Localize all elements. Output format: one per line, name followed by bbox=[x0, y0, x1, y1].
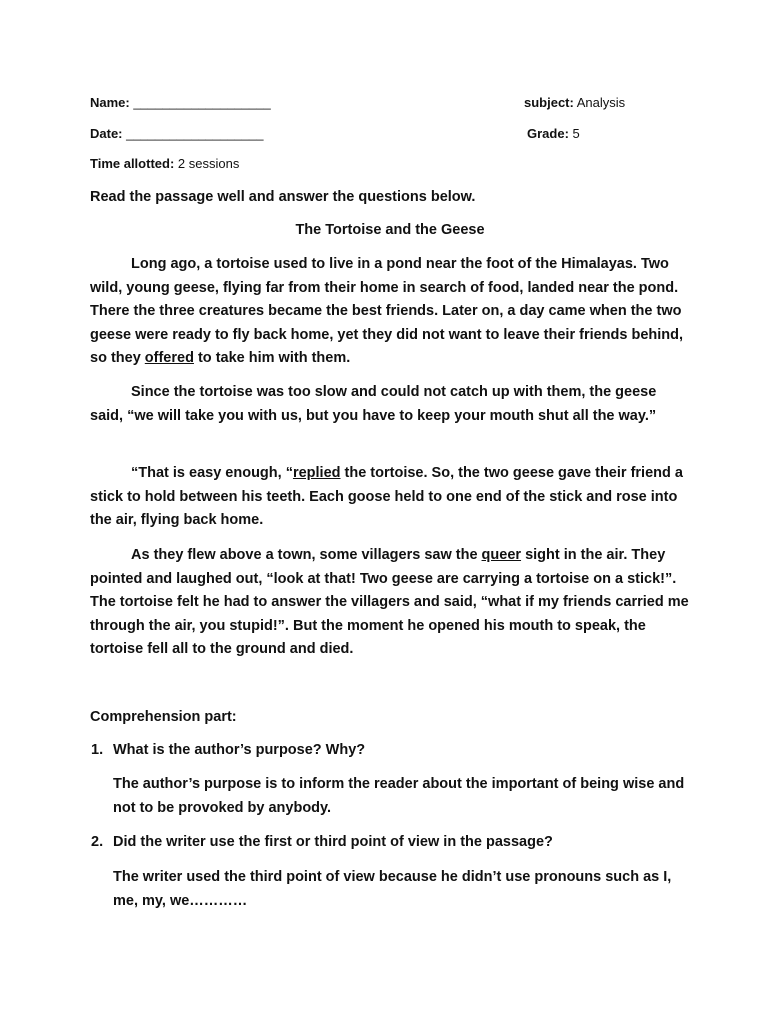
p3-text-before: “That is easy enough, “ bbox=[131, 465, 293, 481]
date-field bbox=[90, 126, 264, 141]
name-field bbox=[90, 95, 271, 110]
passage-paragraph-2 bbox=[90, 381, 690, 428]
p3-text-after: the tortoise. So, the two geese gave their friend a stick to hold between his teeth. Each goose held to one end of the stick and rose into the air, flying back home. bbox=[90, 465, 683, 528]
question-1 bbox=[91, 739, 693, 763]
p1-text-before: Long ago, a tortoise used to live in a pond near the foot of the Himalayas. Two wild, young geese, flying far from their home in search of food, landed near the pond. There the three creatures became the best friends. Later on, a day came when the two geese were ready to fly back home, yet they did not want to leave their friends behind, so they bbox=[90, 256, 684, 366]
time-field bbox=[90, 156, 239, 171]
grade-field bbox=[527, 126, 580, 141]
p2-text: Since the tortoise was too slow and could not catch up with them, the geese said, “we will take you with us, but you have to keep your mouth shut all the way.” bbox=[90, 384, 657, 424]
question-2 bbox=[91, 831, 693, 855]
comprehension-heading: Comprehension part: bbox=[90, 709, 237, 725]
instruction-text: Read the passage well and answer the questions below. bbox=[90, 189, 476, 205]
question-1-text: What is the author’s purpose? Why? bbox=[113, 742, 366, 758]
answer-2: The writer used the third point of view because he didn’t use pronouns such as I, me, my, we………… bbox=[113, 869, 672, 909]
name-blank: ___________________ bbox=[133, 95, 271, 110]
passage-paragraph-4 bbox=[90, 544, 690, 662]
question-1-number: 1. bbox=[91, 742, 104, 758]
vocab-word-offered: offered bbox=[144, 350, 194, 366]
vocab-word-replied: replied bbox=[292, 465, 341, 481]
passage-paragraph-3 bbox=[90, 462, 690, 533]
answer-1: The author’s purpose is to inform the reader about the important of being wise and not to be provoked by anybody. bbox=[113, 776, 685, 816]
p4-text-before: As they flew above a town, some villagers saw the bbox=[131, 547, 482, 563]
question-2-text: Did the writer use the first or third point of view in the passage? bbox=[113, 834, 553, 850]
subject-field bbox=[524, 95, 625, 110]
vocab-word-queer: queer bbox=[481, 547, 522, 563]
passage-paragraph-1 bbox=[90, 253, 690, 371]
time-value: 2 sessions bbox=[177, 156, 240, 171]
grade-value: 5 bbox=[572, 126, 580, 141]
p1-text-after: to take him with them. bbox=[193, 350, 351, 366]
subject-label: subject: bbox=[524, 95, 574, 110]
question-2-number: 2. bbox=[91, 834, 104, 850]
date-blank: ___________________ bbox=[126, 126, 264, 141]
passage-title: The Tortoise and the Geese bbox=[295, 222, 485, 238]
name-label: Name: bbox=[90, 95, 130, 110]
p4-text-after: sight in the air. They pointed and laughed out, “look at that! Two geese are carrying a tortoise on a stick!”. The tortoise felt he had to answer the villagers and said, “what if my friends carried me through the air, you stupid!”. But the moment he opened his mouth to speak, the tortoise fell all to the ground and died. bbox=[90, 547, 689, 657]
grade-label: Grade: bbox=[527, 126, 569, 141]
date-label: Date: bbox=[90, 126, 123, 141]
subject-value: Analysis bbox=[576, 95, 626, 110]
time-label: Time allotted: bbox=[90, 156, 175, 171]
